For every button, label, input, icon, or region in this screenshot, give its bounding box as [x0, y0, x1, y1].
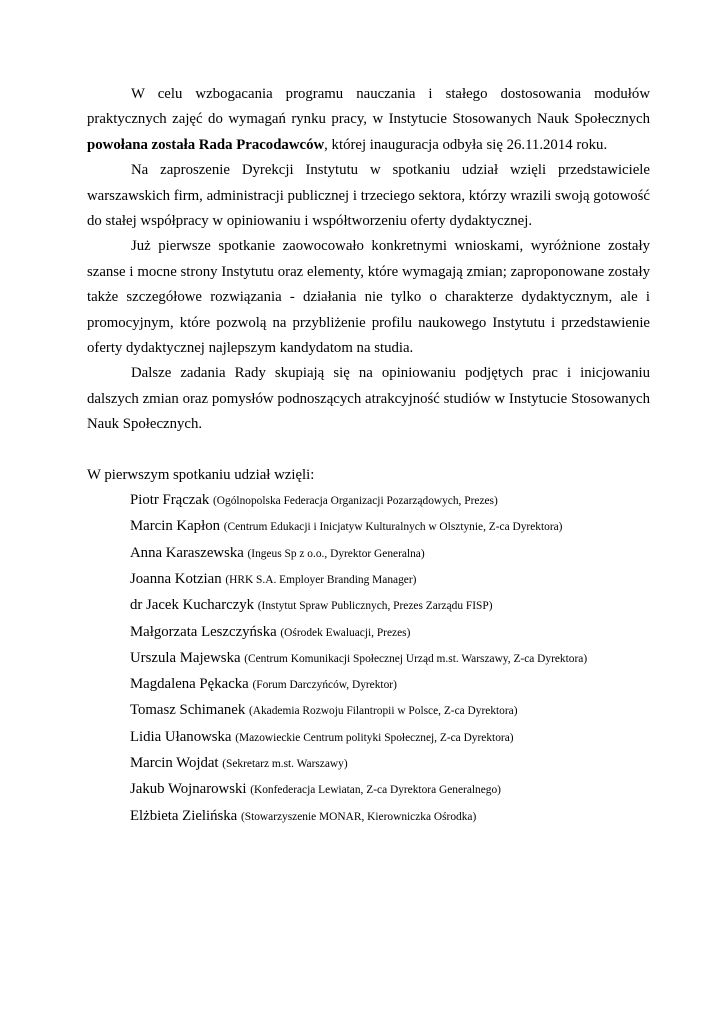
attendee-affiliation: (Centrum Komunikacji Społecznej Urząd m.st. Warszawy, Z-ca Dyrektora): [244, 652, 588, 665]
paragraph-first-meeting: Już pierwsze spotkanie zaowocowało konkretnymi wnioskami, wyróżnione zostały szanse i mocne strony Instytutu oraz elementy, które wymagają zmian; zaproponowane zostały także szczegółowe rozwiązania - działania nie tylko o charakterze dydaktycznym, ale i promocyjnym, które pozwolą na przybliżenie profilu naukowego Instytutu i przedstawienie oferty dydaktycznej najlepszym kandydatom na studia.: [87, 238, 650, 357]
attendee-affiliation: (Konfederacja Lewiatan, Z-ca Dyrektora Generalnego): [250, 784, 501, 797]
attendee-name: Marcin Kapłon: [130, 518, 220, 535]
attendee-affiliation: (Sekretarz m.st. Warszawy): [222, 758, 348, 771]
attendee-affiliation: (Ogólnopolska Federacja Organizacji Pozarządowych, Prezes): [213, 495, 498, 508]
attendee-name: Lidia Ułanowska: [130, 728, 232, 745]
attendee-item: [130, 593, 650, 619]
paragraph-invitation: Na zaproszenie Dyrekcji Instytutu w spotkaniu udział wzięli przedstawiciele warszawskich firm, administracji publicznej i trzeciego sektora, którzy wrazili swoją gotowość do stałej współpracy w opiniowaniu i współtworzeniu oferty dydaktycznej.: [87, 162, 650, 230]
attendee-item: [130, 725, 650, 751]
spacer: [87, 438, 650, 463]
attendee-affiliation: (Centrum Edukacji i Inicjatyw Kulturalnych w Olsztynie, Z-ca Dyrektora): [223, 521, 563, 534]
attendee-item: [130, 698, 650, 724]
attendee-item: [130, 620, 650, 646]
attendee-name: Marcin Wojdat: [130, 755, 219, 772]
bold-announcement: powołana została Rada Pracodawców: [87, 136, 325, 153]
attendee-affiliation: (Instytut Spraw Publicznych, Prezes Zarządu FISP): [257, 600, 493, 613]
paragraph-text: W celu wzbogacania programu nauczania i stałego dostosowania modułów praktycznych zajęć do wymagań rynku pracy, w Instytucie Stosowanych Nauk Społecznych: [87, 86, 650, 128]
attendee-item: [130, 541, 650, 567]
attendee-affiliation: (Stowarzyszenie MONAR, Kierowniczka Ośrodka): [240, 810, 477, 823]
attendee-affiliation: (Forum Darczyńców, Dyrektor): [252, 679, 397, 692]
paragraph-council-established: [87, 82, 650, 158]
attendee-affiliation: (HRK S.A. Employer Branding Manager): [225, 573, 417, 586]
attendee-name: Anna Karaszewska: [130, 544, 244, 561]
attendee-name: Joanna Kotzian: [130, 570, 222, 587]
attendee-affiliation: (Ośrodek Ewaluacji, Prezes): [280, 626, 411, 639]
paragraph-further-tasks: Dalsze zadania Rady skupiają się na opiniowaniu podjętych prac i inicjowaniu dalszych zmian oraz pomysłów podnoszących atrakcyjność studiów w Instytucie Stosowanych Nauk Społecznych.: [87, 365, 650, 433]
attendee-name: Jakub Wojnarowski: [130, 781, 247, 798]
attendee-item: [130, 646, 650, 672]
paragraph-text: , której inauguracja odbyła się 26.11.2014 roku.: [324, 136, 608, 153]
attendee-name: Tomasz Schimanek: [130, 702, 246, 719]
attendee-affiliation: (Akademia Rozwoju Filantropii w Polsce, Z-ca Dyrektora): [248, 705, 518, 718]
document-body: [87, 82, 650, 830]
attendee-list: [87, 488, 650, 830]
attendee-item: [130, 751, 650, 777]
attendee-name: dr Jacek Kucharczyk: [130, 597, 255, 614]
attendee-item: [130, 488, 650, 514]
attendee-name: Urszula Majewska: [130, 649, 241, 666]
attendee-name: Piotr Frączak: [130, 492, 210, 509]
attendee-name: Magdalena Pękacka: [130, 676, 249, 693]
attendees-intro: W pierwszym spotkaniu udział wzięli:: [87, 466, 315, 483]
attendee-item: [130, 777, 650, 803]
attendee-item: [130, 672, 650, 698]
attendee-name: Elżbieta Zielińska: [130, 807, 238, 824]
attendee-item: [130, 804, 650, 830]
attendee-name: Małgorzata Leszczyńska: [130, 623, 277, 640]
attendee-item: [130, 514, 650, 540]
attendee-item: [130, 567, 650, 593]
attendee-affiliation: (Ingeus Sp z o.o., Dyrektor Generalna): [247, 547, 425, 560]
attendee-affiliation: (Mazowieckie Centrum polityki Społecznej, Z-ca Dyrektora): [235, 731, 514, 744]
